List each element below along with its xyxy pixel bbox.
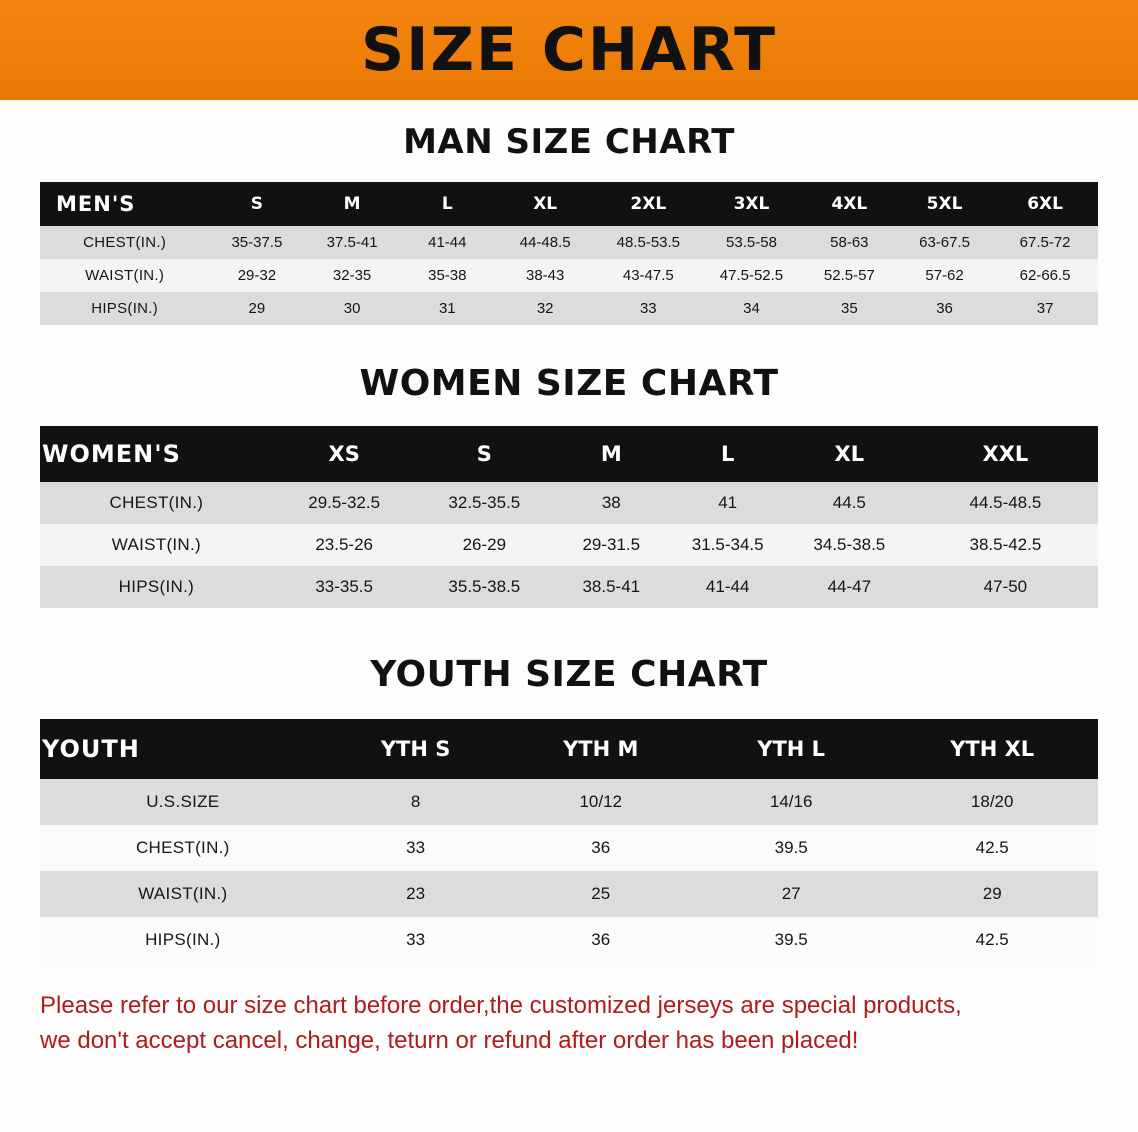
- cell: 37.5-41: [304, 226, 399, 259]
- cell: 31: [400, 292, 495, 325]
- row-label-hips: HIPS(IN.): [40, 566, 273, 608]
- table-header-row: [40, 182, 1098, 226]
- cell: 29-32: [209, 259, 304, 292]
- cell: 44-48.5: [495, 226, 596, 259]
- col-header-s: S: [209, 182, 304, 226]
- cell: 27: [696, 871, 886, 917]
- table-row: [40, 226, 1098, 259]
- disclaimer-line-1: Please refer to our size chart before order,the customized jerseys are special products,: [40, 992, 962, 1019]
- cell: 32: [495, 292, 596, 325]
- cell: 29-31.5: [553, 524, 669, 566]
- cell: 33: [326, 825, 506, 871]
- cell: 36: [506, 825, 696, 871]
- cell: 41-44: [669, 566, 785, 608]
- cell: 38-43: [495, 259, 596, 292]
- table-row: [40, 259, 1098, 292]
- col-header-6xl: 6XL: [992, 182, 1098, 226]
- cell: 23.5-26: [273, 524, 416, 566]
- cell: 32-35: [304, 259, 399, 292]
- cell: 38.5-41: [553, 566, 669, 608]
- cell: 29: [209, 292, 304, 325]
- cell: 30: [304, 292, 399, 325]
- table-row: [40, 917, 1098, 963]
- cell: 34: [701, 292, 802, 325]
- man-size-table: [40, 182, 1098, 325]
- cell: 47-50: [913, 566, 1098, 608]
- man-table-wrapper: [40, 182, 1098, 325]
- cell: 42.5: [886, 917, 1098, 963]
- row-label-us-size: U.S.SIZE: [40, 779, 326, 825]
- col-header-l: L: [669, 426, 785, 482]
- cell: 58-63: [802, 226, 897, 259]
- youth-section-heading: YOUTH SIZE CHART: [370, 654, 768, 695]
- banner-title: SIZE CHART: [360, 15, 778, 85]
- col-header-xs: XS: [273, 426, 416, 482]
- cell: 35-38: [400, 259, 495, 292]
- cell: 41-44: [400, 226, 495, 259]
- cell: 44-47: [786, 566, 913, 608]
- cell: 10/12: [506, 779, 696, 825]
- cell: 62-66.5: [992, 259, 1098, 292]
- cell: 8: [326, 779, 506, 825]
- col-header-mens: MEN'S: [40, 182, 209, 226]
- women-table-wrapper: [40, 426, 1098, 608]
- col-header-yth-l: YTH L: [696, 719, 886, 779]
- cell: 14/16: [696, 779, 886, 825]
- col-header-xl: XL: [495, 182, 596, 226]
- cell: 33-35.5: [273, 566, 416, 608]
- youth-table-wrapper: [40, 719, 1098, 963]
- cell: 32.5-35.5: [416, 482, 554, 524]
- cell: 36: [897, 292, 992, 325]
- banner: [0, 0, 1138, 100]
- cell: 36: [506, 917, 696, 963]
- cell: 41: [669, 482, 785, 524]
- table-row: [40, 566, 1098, 608]
- row-label-hips: HIPS(IN.): [40, 917, 326, 963]
- cell: 39.5: [696, 917, 886, 963]
- cell: 29: [886, 871, 1098, 917]
- col-header-m: M: [304, 182, 399, 226]
- cell: 35.5-38.5: [416, 566, 554, 608]
- row-label-chest: CHEST(IN.): [40, 226, 209, 259]
- cell: 33: [326, 917, 506, 963]
- table-header-row: [40, 719, 1098, 779]
- table-row: [40, 524, 1098, 566]
- col-header-s: S: [416, 426, 554, 482]
- row-label-chest: CHEST(IN.): [40, 482, 273, 524]
- cell: 26-29: [416, 524, 554, 566]
- cell: 35: [802, 292, 897, 325]
- cell: 35-37.5: [209, 226, 304, 259]
- cell: 44.5-48.5: [913, 482, 1098, 524]
- table-row: [40, 871, 1098, 917]
- table-row: [40, 779, 1098, 825]
- row-label-hips: HIPS(IN.): [40, 292, 209, 325]
- col-header-3xl: 3XL: [701, 182, 802, 226]
- cell: 37: [992, 292, 1098, 325]
- cell: 53.5-58: [701, 226, 802, 259]
- row-label-chest: CHEST(IN.): [40, 825, 326, 871]
- col-header-4xl: 4XL: [802, 182, 897, 226]
- cell: 43-47.5: [595, 259, 701, 292]
- table-row: [40, 825, 1098, 871]
- cell: 57-62: [897, 259, 992, 292]
- col-header-xxl: XXL: [913, 426, 1098, 482]
- col-header-yth-m: YTH M: [506, 719, 696, 779]
- cell: 39.5: [696, 825, 886, 871]
- col-header-xl: XL: [786, 426, 913, 482]
- cell: 42.5: [886, 825, 1098, 871]
- col-header-m: M: [553, 426, 669, 482]
- table-header-row: [40, 426, 1098, 482]
- row-label-waist: WAIST(IN.): [40, 871, 326, 917]
- cell: 29.5-32.5: [273, 482, 416, 524]
- cell: 67.5-72: [992, 226, 1098, 259]
- youth-size-table: [40, 719, 1098, 963]
- women-section-heading: WOMEN SIZE CHART: [359, 363, 779, 404]
- man-section-heading: MAN SIZE CHART: [403, 122, 735, 162]
- table-row: [40, 292, 1098, 325]
- cell: 44.5: [786, 482, 913, 524]
- women-size-table: [40, 426, 1098, 608]
- cell: 34.5-38.5: [786, 524, 913, 566]
- cell: 38.5-42.5: [913, 524, 1098, 566]
- cell: 52.5-57: [802, 259, 897, 292]
- col-header-yth-s: YTH S: [326, 719, 506, 779]
- cell: 63-67.5: [897, 226, 992, 259]
- cell: 25: [506, 871, 696, 917]
- cell: 31.5-34.5: [669, 524, 785, 566]
- col-header-2xl: 2XL: [595, 182, 701, 226]
- cell: 18/20: [886, 779, 1098, 825]
- disclaimer-line-2: we don't accept cancel, change, teturn or refund after order has been placed!: [40, 1026, 859, 1054]
- cell: 23: [326, 871, 506, 917]
- col-header-l: L: [400, 182, 495, 226]
- col-header-5xl: 5XL: [897, 182, 992, 226]
- cell: 33: [595, 292, 701, 325]
- cell: 38: [553, 482, 669, 524]
- col-header-yth-xl: YTH XL: [886, 719, 1098, 779]
- col-header-womens: WOMEN'S: [40, 426, 273, 482]
- col-header-youth: YOUTH: [40, 719, 326, 779]
- row-label-waist: WAIST(IN.): [40, 259, 209, 292]
- cell: 48.5-53.5: [595, 226, 701, 259]
- row-label-waist: WAIST(IN.): [40, 524, 273, 566]
- disclaimer-note: [40, 989, 1098, 1059]
- table-row: [40, 482, 1098, 524]
- cell: 47.5-52.5: [701, 259, 802, 292]
